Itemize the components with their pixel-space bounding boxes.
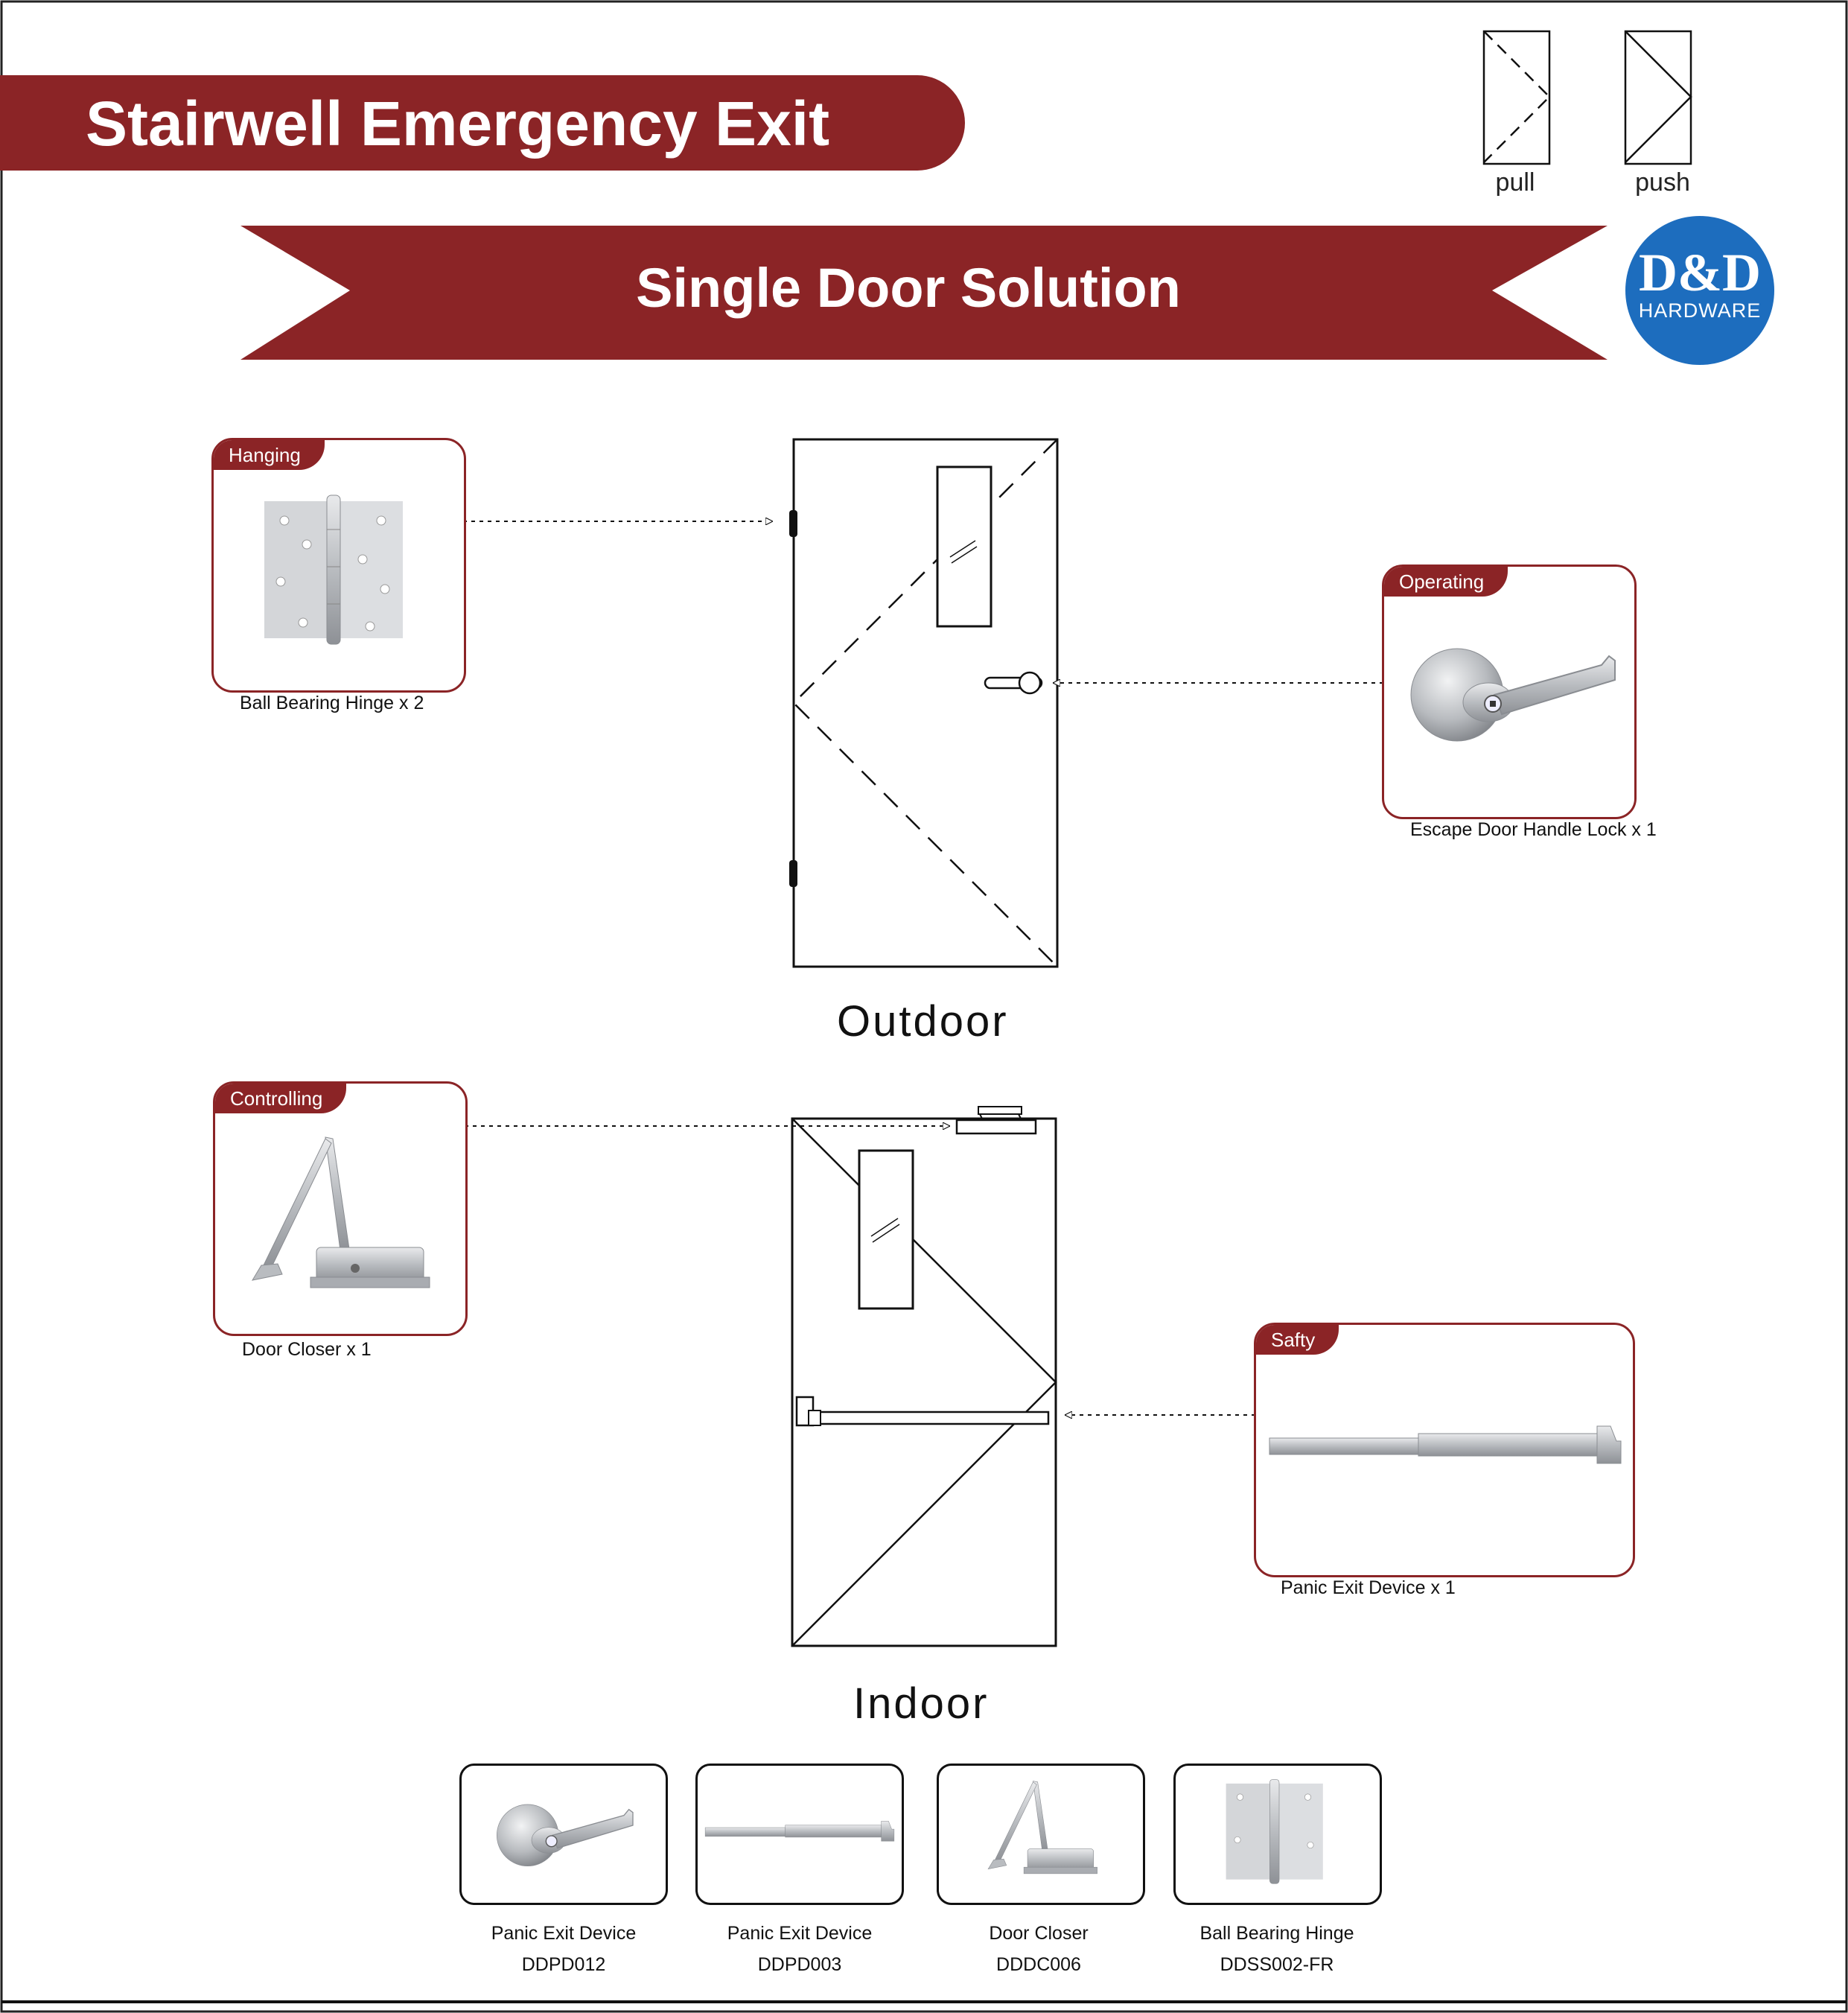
page-subtitle: Single Door Solution: [636, 257, 1181, 319]
door-closer-icon: [984, 1775, 1103, 1886]
hanging-card: [211, 438, 466, 693]
panic-bar-icon: [704, 1818, 896, 1848]
product-card-3[interactable]: [937, 1764, 1145, 1905]
lever-handle-lock-icon: [1406, 626, 1622, 760]
legend-push-label: push: [1635, 168, 1690, 197]
page-title: Stairwell Emergency Exit: [86, 89, 830, 159]
pull-legend-icon: [1484, 31, 1549, 164]
product-card-2[interactable]: [695, 1764, 904, 1905]
product-card-4[interactable]: [1173, 1764, 1382, 1905]
vision-panel: [937, 467, 991, 626]
panic-bar-mark: [797, 1397, 1048, 1425]
product-name-3: Door Closer: [989, 1923, 1089, 1944]
safety-card: [1254, 1323, 1635, 1577]
product-code-2: DDPD003: [757, 1954, 842, 1975]
door-closer-icon: [245, 1128, 439, 1307]
ball-bearing-hinge-icon: [1222, 1776, 1326, 1888]
controlling-card: [213, 1081, 468, 1336]
product-name-1: Panic Exit Device: [491, 1923, 637, 1944]
operating-tag: Operating: [1384, 567, 1508, 597]
outdoor-label: Outdoor: [837, 997, 1009, 1046]
legend-pull-label: pull: [1495, 168, 1535, 197]
hanging-tag: Hanging: [214, 440, 325, 470]
controlling-caption: Door Closer x 1: [242, 1339, 372, 1360]
product-code-3: DDDC006: [996, 1954, 1081, 1975]
product-code-1: DDPD012: [521, 1954, 606, 1975]
closer-mark: [957, 1107, 1036, 1133]
hinge-mark-top: [789, 510, 797, 537]
hanging-caption: Ball Bearing Hinge x 2: [240, 693, 424, 713]
logo-subtitle: HARDWARE: [1638, 299, 1762, 322]
product-name-2: Panic Exit Device: [727, 1923, 873, 1944]
operating-card: [1382, 565, 1637, 819]
product-name-4: Ball Bearing Hinge: [1199, 1923, 1354, 1944]
outdoor-door: [789, 439, 1057, 967]
operating-caption: Escape Door Handle Lock x 1: [1410, 819, 1657, 840]
push-legend-icon: [1625, 31, 1691, 164]
lever-handle-mark: [985, 672, 1042, 693]
indoor-label: Indoor: [853, 1679, 990, 1728]
hinge-mark-bottom: [789, 860, 797, 887]
product-card-1[interactable]: [459, 1764, 668, 1905]
panic-bar-icon: [1266, 1422, 1624, 1474]
safety-tag: Safty: [1256, 1325, 1339, 1355]
brand-logo: [1625, 216, 1774, 365]
logo-wordmark: D&D: [1639, 243, 1761, 302]
controlling-tag: Controlling: [215, 1084, 346, 1113]
safety-caption: Panic Exit Device x 1: [1281, 1577, 1456, 1598]
ball-bearing-hinge-icon: [258, 492, 407, 649]
vision-panel: [859, 1151, 913, 1308]
indoor-door: [792, 1107, 1056, 1646]
product-code-4: DDSS002-FR: [1220, 1954, 1334, 1975]
lever-handle-lock-icon: [491, 1790, 640, 1879]
